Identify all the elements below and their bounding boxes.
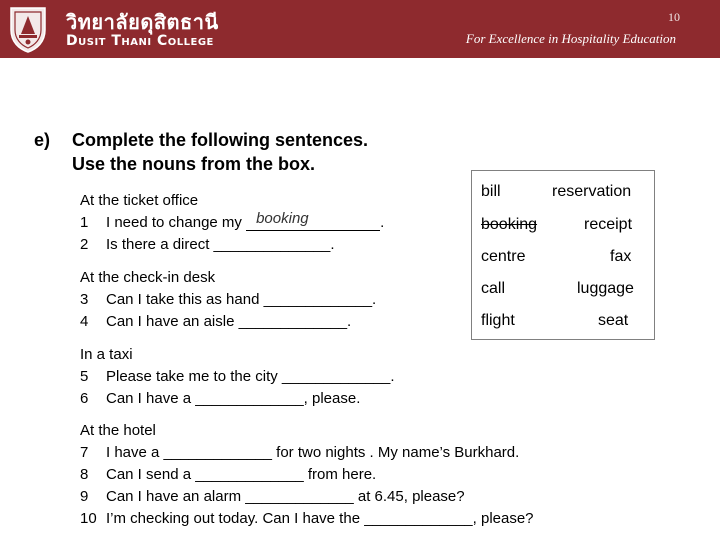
example-blank: [246, 212, 380, 234]
sentence-item: [80, 508, 534, 530]
sentence-text: Can I have an aisle _____________.: [106, 313, 352, 330]
sentence-item: [80, 442, 534, 464]
sentence-text: Please take me to the city _____________.: [106, 368, 395, 385]
word-box-word-crossed: booking: [481, 216, 538, 233]
sentence-text: Can I have a _____________, please.: [106, 390, 361, 407]
section-hotel: [80, 420, 534, 530]
section-title: At the ticket office: [80, 192, 199, 209]
section-check-in: [80, 267, 376, 333]
sentence-item: [80, 486, 534, 508]
college-name-thai: วิทยาลัยดุสิตธานี: [66, 10, 219, 34]
word-box-word: call: [481, 280, 506, 297]
word-box-word: flight: [481, 312, 515, 329]
section-title: At the check-in desk: [80, 269, 216, 286]
sentence-item: [80, 289, 376, 311]
word-box-word: fax: [610, 248, 632, 265]
sentence-item: [80, 464, 534, 486]
item-number: 10: [80, 510, 97, 527]
sentence-item: [80, 388, 395, 410]
college-crest-icon: [7, 4, 49, 54]
exercise-heading: [34, 128, 368, 176]
sentence-item: [80, 234, 384, 256]
instruction-line-2: Use the nouns from the box.: [72, 154, 316, 174]
header-banner: [0, 0, 720, 58]
sentence-item: [80, 311, 376, 333]
item-number: 6: [80, 390, 89, 407]
answer-blank: [246, 230, 380, 231]
item-number: 9: [80, 488, 89, 505]
sentence-text: Is there a direct ______________.: [106, 236, 335, 253]
item-number: 3: [80, 291, 89, 308]
sentence-text: I need to change my: [106, 214, 247, 231]
exercise-label: e): [34, 130, 51, 150]
word-box-word: reservation: [552, 183, 632, 200]
item-number: 8: [80, 466, 89, 483]
section-title: At the hotel: [80, 422, 156, 439]
example-answer: booking: [256, 210, 309, 227]
page-number: 10: [668, 10, 680, 24]
item-number: 5: [80, 368, 89, 385]
sentence-item: [80, 366, 395, 388]
sentence-end: .: [380, 214, 385, 231]
sentence-text: Can I take this as hand _____________.: [106, 291, 377, 308]
section-ticket-office: [80, 190, 384, 256]
college-tagline: For Excellence in Hospitality Education: [465, 31, 676, 46]
sentence-text: I’m checking out today. Can I have the _____________, please?: [106, 510, 534, 527]
word-box-word: seat: [598, 312, 629, 329]
sentence-text: I have a _____________ for two nights . My name’s Burkhard.: [106, 444, 520, 461]
word-box-word: receipt: [584, 216, 633, 233]
sentence-text: Can I send a _____________ from here.: [106, 466, 377, 483]
word-box-word: bill: [481, 183, 501, 200]
college-name-english: Dusit Thani College: [66, 33, 214, 49]
sentence-text: Can I have an alarm _____________ at 6.45, please?: [106, 488, 465, 505]
sentence-item: [80, 212, 384, 234]
instruction-line-1: Complete the following sentences.: [72, 130, 369, 150]
section-taxi: [80, 344, 395, 410]
item-number: 1: [80, 214, 89, 231]
item-number: 7: [80, 444, 89, 461]
word-box-word: centre: [481, 248, 526, 265]
word-box: [471, 170, 655, 340]
item-number: 2: [80, 236, 89, 253]
section-title: In a taxi: [80, 346, 133, 363]
word-box-word: luggage: [577, 280, 634, 297]
item-number: 4: [80, 313, 89, 330]
